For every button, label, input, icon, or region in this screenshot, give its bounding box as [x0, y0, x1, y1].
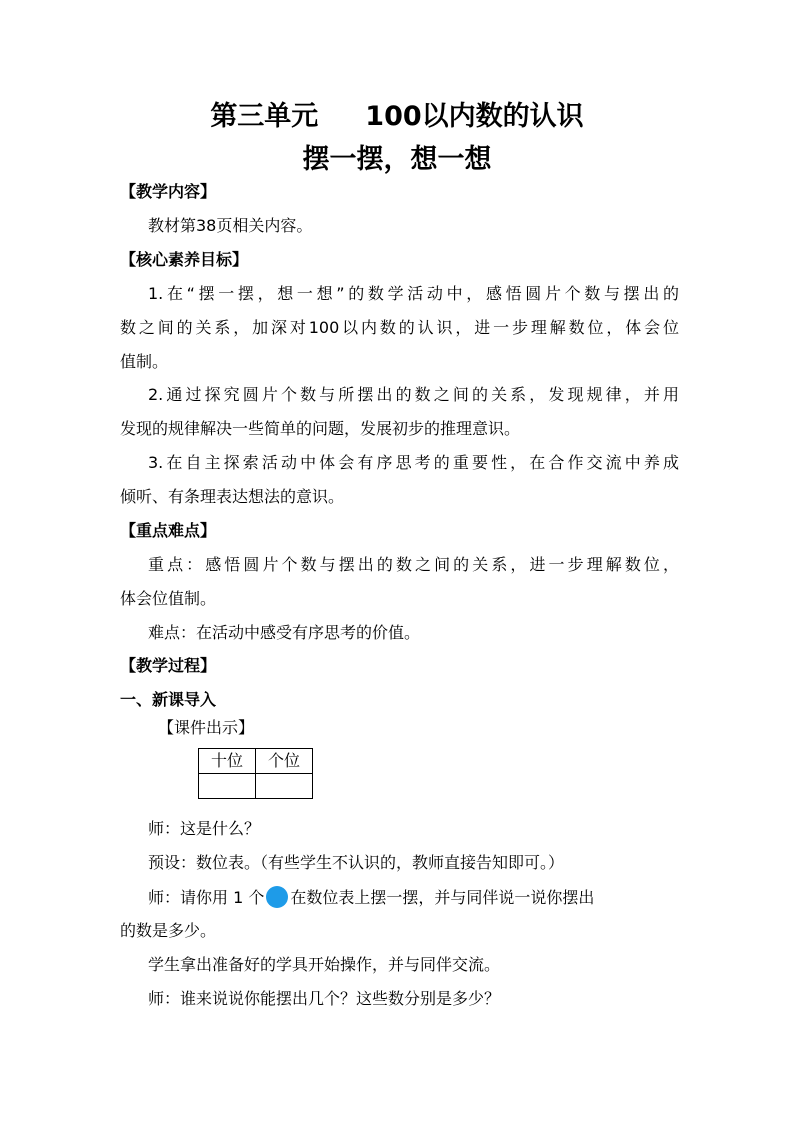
courseware-label: 【课件出示】: [158, 718, 255, 737]
tens-header: 十位: [199, 749, 256, 774]
teacher-question-2-line-2: 的数是多少。: [120, 921, 217, 940]
ones-cell: [256, 774, 313, 799]
goal-2-line-1: 2.通过探究圆片个数与所摆出的数之间的关系，发现规律，并用: [148, 385, 679, 404]
goal-1-line-2: 数之间的关系，加深对100以内数的认识，进一步理解数位，体会位: [120, 318, 679, 337]
section-heading-goals: 【核心素养目标】: [120, 250, 249, 269]
lesson-title: 摆一摆，想一想: [302, 144, 492, 175]
place-value-table: [198, 748, 313, 799]
paragraph-content: 教材第38页相关内容。: [148, 216, 313, 235]
goal-3-line-2: 倾听、有条理表达想法的意识。: [120, 487, 345, 506]
teacher-question-1: 师：这是什么？: [148, 819, 261, 838]
goal-2-line-2: 发现的规律解决一些简单的问题，发展初步的推理意识。: [120, 419, 521, 438]
blue-circle-chip-icon: [266, 886, 288, 908]
goal-1-line-1: 1.在“摆一摆，想一想”的数学活动中，感悟圆片个数与摆出的: [148, 284, 679, 303]
q2-suffix: 在数位表上摆一摆，并与同伴说一说你摆出: [290, 888, 595, 907]
goal-1-line-3: 值制。: [120, 352, 169, 371]
unit-title: 第三单元 100以内数的认识: [210, 101, 584, 132]
section-heading-keypoints: 【重点难点】: [120, 521, 217, 540]
teacher-question-3: 师：谁来说说你能摆出几个？这些数分别是多少？: [148, 989, 501, 1008]
q2-prefix: 师：请你用 1 个: [148, 888, 265, 907]
section-heading-process: 【教学过程】: [120, 656, 217, 675]
teacher-question-2-line-1: [0, 886, 794, 909]
tens-cell: [199, 774, 256, 799]
ones-header: 个位: [256, 749, 313, 774]
keypoint-1-line-2: 体会位值制。: [120, 589, 217, 608]
section-heading-content: 【教学内容】: [120, 182, 217, 201]
student-activity: 学生拿出准备好的学具开始操作，并与同伴交流。: [148, 955, 501, 974]
keypoint-1-line-1: 重点：感悟圆片个数与摆出的数之间的关系，进一步理解数位，: [148, 555, 679, 574]
preset-answer-1: 预设：数位表。（有些学生不认识的，教师直接告知即可。）: [148, 853, 565, 872]
subsection-intro: 一、新课导入: [120, 690, 217, 709]
keypoint-2: 难点：在活动中感受有序思考的价值。: [148, 623, 421, 642]
goal-3-line-1: 3.在自主探索活动中体会有序思考的重要性，在合作交流中养成: [148, 453, 679, 472]
